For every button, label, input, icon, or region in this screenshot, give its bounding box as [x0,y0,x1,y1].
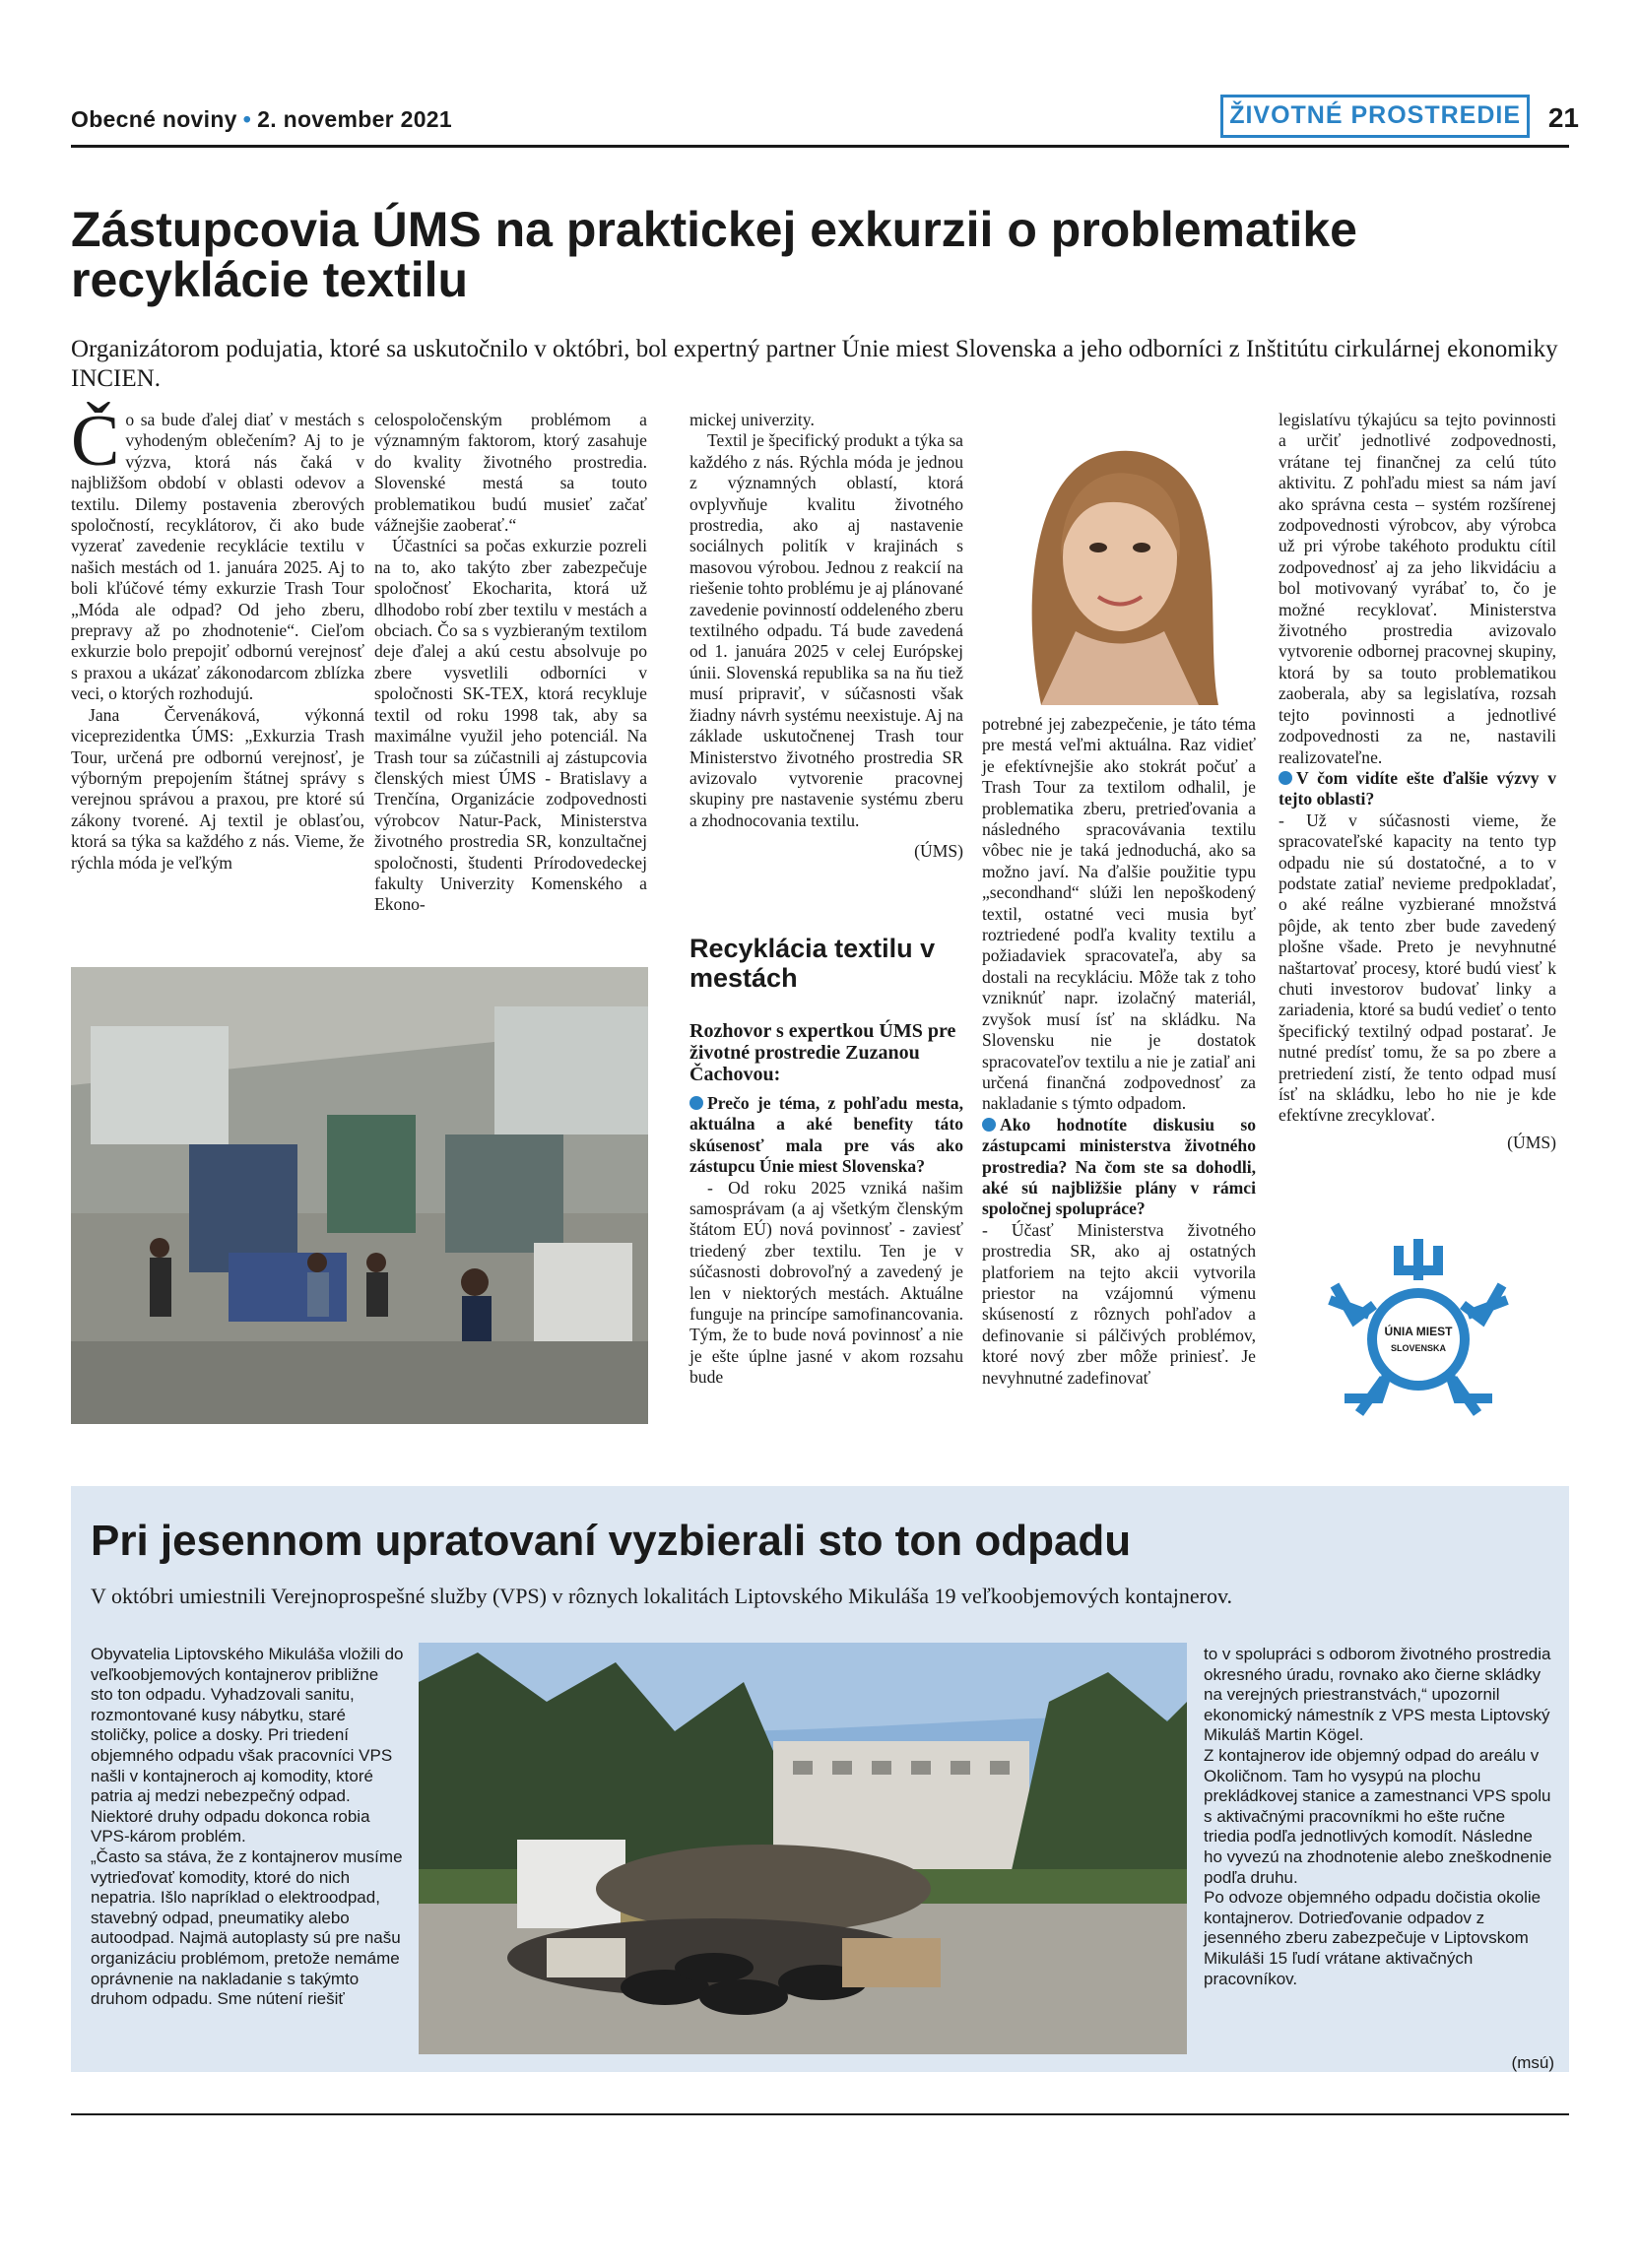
question-bullet-icon [1279,771,1292,785]
drop-cap: Č [71,401,120,482]
article-title: Zástupcovia ÚMS na praktickej exkurzii o problematike recyklácie textilu [71,202,1357,307]
article-column-4 [982,714,1256,1389]
question-bullet-icon [982,1118,996,1132]
paragraph: Textil je špecifický produkt a týka sa každého z nás. Rýchla móda je jednou z významných oblastí, ktorá ovplyvňuje kvalitu životného prostredia, ako aj nastavenie sociálnych politík v krajinách s masovou výrobou. Jednou z reakcií na riešenie tohto problému je aj plánované zavedenie povinností oddeleného zberu textilného odpadu. Tá bude zavedená od 1. januára 2025 v celej Európskej únii. Slovenská republika sa na ňu tiež musí pripraviť, v súčasnosti však žiadny návrh systému neexistuje. Aj na základe uskutočnenej Trash tour Ministerstvo životného prostredia SR avizovalo vytvorenie pracovnej skupiny pre nastavenie systému zberu a zhodnocovania textilu. [689,430,963,830]
interview-intro: Rozhovor s expertkou ÚMS pre životné prostredie Zuzanou Čachovou: [689,1020,956,1085]
answer-1: - Od roku 2025 vzniká našim samosprávam (a aj všetkým členským štátom EÚ) nová povinnosť - zaviesť triedený zber textilu. Ten je v súčasnosti dobrovoľný a zavedený je len v niektorých mestách. Aktuálne funguje na princípe samofinancovania. Tým, že to bude nová povinnosť a nie je ešte úplne jasné v akom rozsahu bude [689,1177,963,1388]
paragraph: potrebné jej zabezpečenie, je táto téma pre mestá veľmi aktuálna. Raz vidieť je efektívnejšie ako stokrát počuť a Trash Tour za textilom odhalil, je problematika zberu, pretrieďovania a následného spracovávania textilu vôbec nie je taká jednoduchá, ako sa možno javí. Na ďalšie použitie typu „secondhand“ slúži len nepoškodený textil, ostatné veci musia byť roztriedené podľa kvality textilu a požiadaviek spracovateľa, aby sa dostali na recykláciu. Môže tak z toho vzniknúť napr. izolačný materiál, zvyšok musí ísť na skládku. Na Slovensku nie je dostatok spracovateľov textilu a nie je zatiaľ ani určená finančná zodpovednosť za nakladanie s týmto odpadom. [982,714,1256,1114]
interview-text [689,1093,963,1389]
unia-miest-logo-emblem [1315,1231,1522,1428]
logo-line-1: ÚNIA MIEST [1384,1325,1453,1338]
answer-2: - Účasť Ministerstva životného prostredia SR, ako aj ostatných platforiem na tejto akcii vytvorila priestor na vzájomnú výmenu skúseností z rôznych pohľadov a definovanie si pálčivých problémov, ktoré nový zber môže priniesť. Je nevyhnutné zadefinovať [982,1219,1256,1388]
photo-waste-containers [419,1643,1187,2054]
signature: (ÚMS) [1507,1132,1556,1152]
article-lead: Organizátorom podujatia, ktoré sa uskutočnilo v októbri, bol expertný partner Únie miest Slovenska a jeho odborníci z Inštitútu cirkulárnej ekonomiky INCIEN. [71,336,1558,392]
article2-title: Pri jesennom upratovaní vyzbierali sto ton odpadu [91,1517,1132,1565]
paragraph: celospoločenským problémom a významným faktorom, ktorý zasahuje do kvality životného prostredia. Slovenské mestá sa touto problematikou budú musieť začať vážnejšie zaoberať.“ [374,410,647,536]
interview-title: Recyklácia textilu v mestách [689,934,936,993]
article2-left-column: Obyvatelia Liptovského Mikuláša vložili do veľkoobjemových kontajnerov približne sto ton odpadu. Vyhadzovali sanitu, rozmontované kusy nábytku, staré stoličky, police a dosky. Pri triedení objemného odpadu však pracovníci VPS našli v kontajneroch aj komodity, ktoré patria aj medzi nebezpečný odpad. Niektoré druhy odpadu dokonca robia VPS-károm problém. „Často sa stáva, že z kontajnerov musíme vytrieďovať komodity, ktoré do nich nepatria. Išlo napríklad o elektroodpad, stavebný odpad, pneumatiky alebo autoodpad. Najmä autoplasty sú pre našu organizáciu problémom, pretože nemáme oprávnenie na nakladanie s takýmto druhom odpadu. Sme nútení riešiť [91,1645,404,2009]
portrait-photo [982,410,1256,705]
interview-sidebar [689,934,963,1389]
article-column-3 [689,410,963,863]
masthead-dot: • [242,106,252,132]
masthead [71,106,452,133]
signature: (ÚMS) [914,841,963,862]
article2-right-column: to v spolupráci s odborom životného prostredia okresného úradu, rovnako ako čierne skládky na verejných priestranstvách,“ upozornil ekonomický námestník z VPS mesta Liptovský Mikuláš Martin Kögel. Z kontajnerov ide objemný odpad do areálu v Okoličnom. Tam ho vysypú na plochu prekládkovej stanice a zamestnanci VPS spolu s aktivačnými pracovníkmi ho ešte ručne triedia podľa jednotlivých komodít. Následne ho vyvezú na zhodnotenie alebo zneškodnenie podľa druhu. Po odvoze objemného odpadu dočistia okolie kontajnerov. Dotrieďovanie odpadov z jesenného zberu zabezpečuje v Liptovskom Mikuláši 15 ľudí vrátane aktivačných pracovníkov. [1204,1645,1552,1988]
issue-date: 2. november 2021 [257,106,452,132]
paragraph: Účastníci sa počas exkurzie pozreli na to, ako takýto zber zabezpečuje spoločnosť Ekocharita, ktorá už dlhodobo robí zber textilu v mestách a obciach. Čo sa s vyzbieraným textilom deje ďalej a akú cestu absolvuje po zbere vysvetlili odborníci v spoločnosti SK-TEX, ktorá recykluje textil od roku 1998 tak, aby sa maximálne využil jeho potenciál. Na Trash tour sa zúčastnili aj zástupcovia členských miest ÚMS - Bratislavy a Trenčína, Organizácie zodpovednosti výrobcov Natur-Pack, Ministerstva životného prostredia SR, konzultačnej spoločnosti, študenti Prírodovedeckej fakulty Univerzity Komenského a Ekono- [374,536,647,915]
paper-name: Obecné noviny [71,106,237,132]
question-2: Ako hodnotíte diskusiu so zástupcami ministerstva životného prostredia? Na čom ste sa dohodli, aké sú najbližšie plány v rámci spoločnej spolupráce? [982,1114,1256,1219]
paragraph: legislatívu týkajúcu sa tejto povinnosti a určiť jednotlivé zodpovednosti, vrátane tej finančnej za celú túto aktivitu. Z pohľadu miest sa nám javí ako správna cesta – systém rozšírenej zodpovednosti výrobcov, aby výrobca už pri výrobe takéhoto produktu cítil zodpovednosť aj za jeho likvidáciu a bol motivovaný vyrábať to, čo je možné recyklovať. Ministerstva životného prostredia avizovalo vytvorenie odbornej pracovnej skupiny, ktorá by sa touto problematikou zaoberala, aby sa legislatíva, rozsah tejto povinnosti a jednotlivé zodpovednosti za ne, nastavili realizovateľne. [1279,410,1556,767]
paragraph: mickej univerzity. [689,410,815,429]
portrait-photo-image [982,410,1256,705]
answer-3: - Už v súčasnosti vieme, že spracovateľské kapacity na tento typ odpadu nie sú dostatočné, a to v podstate zatiaľ nevieme predpokladať, o aké reálne vyzbierané množstvá pôjde, ak tento zber bude zavedený plošne všade. Preto je nevyhnutné naštartovať procesy, ktoré budú viesť k chuti investorov budovať linky a zariadenia, ktoré sa budú vedieť o tento špecifický textilný odpad postarať. Je nutné predísť tomu, že sa po zbere a pretriedení zistí, že tento odpad musí ísť na skládku, lebo ho nie je kde efektívne zrecyklovať. [1279,810,1556,1126]
article2-lead: V októbri umiestnili Verejnoprospešné služby (VPS) v rôznych lokalitách Liptovského Mikuláša 19 veľkoobjemových kontajnerov. [91,1584,1233,1608]
paragraph: o sa bude ďalej diať v mestách s vyhodeným oblečením? Aj to je výzva, ktorá nás čaká v najbližšom období v oblasti odevov a textilu. Dilemy postavenia zberových spoločností, recyklátorov, či ako bude vyzerať zavedenie recyklácie textilu v našich mestách od 1. januára 2025. Aj to boli kľúčové témy exkurzie Trash Tour „Móda ale odpad? Od jeho zberu, prepravy až po zhodnotenie“. Cieľom exkurzie bolo prepojiť odbornú verejnosť s praxou a ukázať zákonodarcom zblízka veci, o ktorých rozhodujú. [71,410,364,704]
footer-rule [71,2113,1569,2115]
question-1: Prečo je téma, z pohľadu mesta, aktuálna a aké benefity táto skúsenosť mala pre vás ako zástupcu Únie miest Slovenska? [689,1093,963,1177]
question-3: V čom vidíte ešte ďalšie výzvy v tejto oblasti? [1279,767,1556,810]
logo-line-2: SLOVENSKA [1390,1343,1447,1353]
article-column-1 [71,401,364,874]
unia-miest-logo [1315,1231,1522,1428]
header-rule [71,145,1569,148]
question-bullet-icon [689,1096,703,1110]
paragraph: Jana Červenáková, výkonná viceprezidentka ÚMS: „Exkurzia Trash Tour, určená pre odbornú verejnosť, je výborným prepojením štátnej správy s verejnou správou a praxou, pre ktoré sú zákony tvorené. Aj textil je oblasťou, ktorá sa týka sa každého z nás. Vieme, že rýchla móda je veľkým [71,704,364,873]
section-label: ŽIVOTNÉ PROSTREDIE [1220,95,1530,138]
photo-waste-containers-image [419,1643,1187,2054]
article-column-2 [374,410,647,916]
photo-textile-plant-image [71,967,648,1424]
page-number: 21 [1547,102,1579,133]
article-column-5 [1279,410,1556,1153]
photo-textile-plant [71,967,648,1424]
article2-signature: (msú) [1511,2053,1554,2072]
